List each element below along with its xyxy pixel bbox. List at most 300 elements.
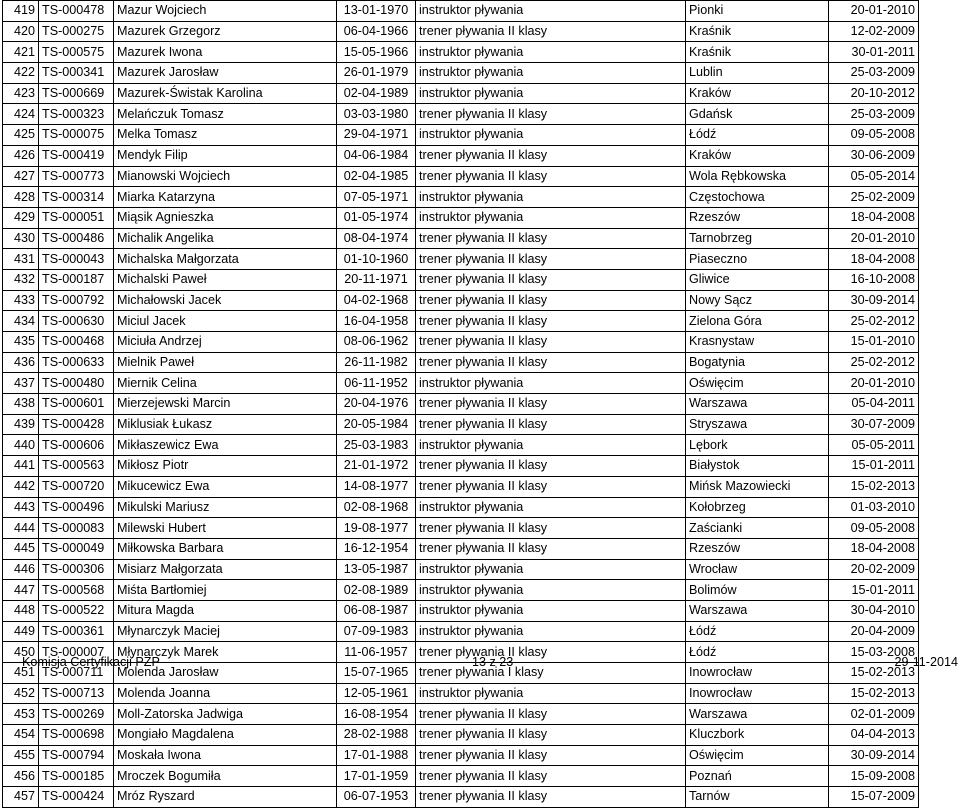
cell-name: Młynarczyk Marek xyxy=(114,642,337,663)
cell-birth-date: 04-06-1984 xyxy=(337,145,416,166)
table-row xyxy=(3,63,919,84)
cell-qualification: trener pływania II klasy xyxy=(416,518,686,539)
cell-city: Piaseczno xyxy=(686,249,829,270)
cell-cert-date: 20-02-2009 xyxy=(829,559,919,580)
cell-qualification: trener pływania II klasy xyxy=(416,642,686,663)
cell-name: Molenda Jarosław xyxy=(114,663,337,684)
cell-birth-date: 13-05-1987 xyxy=(337,559,416,580)
cell-qualification: trener pływania II klasy xyxy=(416,104,686,125)
cell-id: TS-000568 xyxy=(39,580,114,601)
cell-name: Moskała Iwona xyxy=(114,745,337,766)
table-row xyxy=(3,269,919,290)
cell-qualification: trener pływania II klasy xyxy=(416,704,686,725)
table-row xyxy=(3,559,919,580)
cell-number: 452 xyxy=(3,683,39,704)
cell-birth-date: 20-05-1984 xyxy=(337,414,416,435)
cell-cert-date: 15-02-2013 xyxy=(829,683,919,704)
cell-cert-date: 30-09-2014 xyxy=(829,290,919,311)
cell-birth-date: 17-01-1988 xyxy=(337,745,416,766)
cell-city: Rzeszów xyxy=(686,538,829,559)
cell-number: 450 xyxy=(3,642,39,663)
cell-city: Gdańsk xyxy=(686,104,829,125)
cell-qualification: instruktor pływania xyxy=(416,373,686,394)
cell-number: 427 xyxy=(3,166,39,187)
cell-name: Milewski Hubert xyxy=(114,518,337,539)
cell-cert-date: 20-01-2010 xyxy=(829,1,919,22)
cell-name: Mianowski Wojciech xyxy=(114,166,337,187)
cell-id: TS-000424 xyxy=(39,787,114,808)
footer-page-number: 13 z 23 xyxy=(472,655,514,669)
cell-cert-date: 15-03-2008 xyxy=(829,642,919,663)
cell-number: 449 xyxy=(3,621,39,642)
table-row xyxy=(3,21,919,42)
cell-city: Oświęcim xyxy=(686,373,829,394)
cell-id: TS-000275 xyxy=(39,21,114,42)
cell-id: TS-000630 xyxy=(39,311,114,332)
table-row xyxy=(3,166,919,187)
cell-birth-date: 01-10-1960 xyxy=(337,249,416,270)
cell-birth-date: 02-04-1985 xyxy=(337,166,416,187)
cell-number: 422 xyxy=(3,63,39,84)
cell-name: Misiarz Małgorzata xyxy=(114,559,337,580)
cell-cert-date: 30-04-2010 xyxy=(829,600,919,621)
cell-city: Inowrocław xyxy=(686,663,829,684)
table-row xyxy=(3,42,919,63)
table-row xyxy=(3,104,919,125)
cell-qualification: trener pływania II klasy xyxy=(416,332,686,353)
cell-city: Pionki xyxy=(686,1,829,22)
cell-name: Miąsik Agnieszka xyxy=(114,207,337,228)
cell-city: Lębork xyxy=(686,435,829,456)
cell-cert-date: 20-04-2009 xyxy=(829,621,919,642)
cell-name: Michalski Paweł xyxy=(114,269,337,290)
cell-name: Miśta Bartłomiej xyxy=(114,580,337,601)
cell-id: TS-000601 xyxy=(39,394,114,415)
cell-birth-date: 16-08-1954 xyxy=(337,704,416,725)
cell-number: 456 xyxy=(3,766,39,787)
cell-name: Miarka Katarzyna xyxy=(114,187,337,208)
cell-name: Michalik Angelika xyxy=(114,228,337,249)
cell-birth-date: 20-04-1976 xyxy=(337,394,416,415)
cell-cert-date: 16-10-2008 xyxy=(829,269,919,290)
cell-birth-date: 03-03-1980 xyxy=(337,104,416,125)
table-row xyxy=(3,787,919,808)
cell-id: TS-000698 xyxy=(39,725,114,746)
cell-id: TS-000773 xyxy=(39,166,114,187)
cell-id: TS-000496 xyxy=(39,497,114,518)
cell-id: TS-000323 xyxy=(39,104,114,125)
cell-number: 421 xyxy=(3,42,39,63)
cell-city: Wrocław xyxy=(686,559,829,580)
cell-id: TS-000633 xyxy=(39,352,114,373)
cell-qualification: trener pływania I klasy xyxy=(416,663,686,684)
cell-city: Częstochowa xyxy=(686,187,829,208)
cell-number: 455 xyxy=(3,745,39,766)
cell-cert-date: 15-02-2013 xyxy=(829,476,919,497)
cell-cert-date: 05-05-2011 xyxy=(829,435,919,456)
cell-birth-date: 26-11-1982 xyxy=(337,352,416,373)
cell-cert-date: 18-04-2008 xyxy=(829,207,919,228)
table-row xyxy=(3,311,919,332)
cell-number: 430 xyxy=(3,228,39,249)
cell-id: TS-000711 xyxy=(39,663,114,684)
cell-cert-date: 12-02-2009 xyxy=(829,21,919,42)
cell-qualification: trener pływania II klasy xyxy=(416,352,686,373)
cell-cert-date: 20-01-2010 xyxy=(829,373,919,394)
cell-city: Kołobrzeg xyxy=(686,497,829,518)
cell-city: Bogatynia xyxy=(686,352,829,373)
table-row xyxy=(3,332,919,353)
cell-number: 448 xyxy=(3,600,39,621)
table-row xyxy=(3,83,919,104)
cell-name: Mroczek Bogumiła xyxy=(114,766,337,787)
cell-city: Inowrocław xyxy=(686,683,829,704)
cell-number: 454 xyxy=(3,725,39,746)
cell-id: TS-000269 xyxy=(39,704,114,725)
cell-cert-date: 05-05-2014 xyxy=(829,166,919,187)
table-row xyxy=(3,373,919,394)
table-row xyxy=(3,580,919,601)
cell-qualification: trener pływania II klasy xyxy=(416,249,686,270)
cell-cert-date: 30-06-2009 xyxy=(829,145,919,166)
table-row xyxy=(3,414,919,435)
cell-city: Poznań xyxy=(686,766,829,787)
table-row xyxy=(3,228,919,249)
cell-city: Nowy Sącz xyxy=(686,290,829,311)
cell-name: Mikłaszewicz Ewa xyxy=(114,435,337,456)
cell-id: TS-000669 xyxy=(39,83,114,104)
table-row xyxy=(3,704,919,725)
table-row xyxy=(3,600,919,621)
cell-number: 446 xyxy=(3,559,39,580)
cell-number: 445 xyxy=(3,538,39,559)
cell-qualification: trener pływania II klasy xyxy=(416,166,686,187)
cell-name: Mazurek Grzegorz xyxy=(114,21,337,42)
cell-city: Kluczbork xyxy=(686,725,829,746)
cell-birth-date: 26-01-1979 xyxy=(337,63,416,84)
cell-name: Młynarczyk Maciej xyxy=(114,621,337,642)
footer-organization: Komisja Certyfikacji PZP xyxy=(22,655,160,669)
cell-number: 453 xyxy=(3,704,39,725)
cell-birth-date: 25-03-1983 xyxy=(337,435,416,456)
cell-id: TS-000083 xyxy=(39,518,114,539)
cell-cert-date: 15-01-2010 xyxy=(829,332,919,353)
cell-name: Melańczuk Tomasz xyxy=(114,104,337,125)
cell-id: TS-000361 xyxy=(39,621,114,642)
cell-id: TS-000185 xyxy=(39,766,114,787)
cell-name: Miłkowska Barbara xyxy=(114,538,337,559)
cell-cert-date: 20-01-2010 xyxy=(829,228,919,249)
cell-qualification: instruktor pływania xyxy=(416,435,686,456)
cell-cert-date: 25-02-2012 xyxy=(829,352,919,373)
cell-id: TS-000007 xyxy=(39,642,114,663)
cell-birth-date: 28-02-1988 xyxy=(337,725,416,746)
cell-cert-date: 30-09-2014 xyxy=(829,745,919,766)
cell-number: 443 xyxy=(3,497,39,518)
cell-number: 419 xyxy=(3,1,39,22)
cell-city: Tarnobrzeg xyxy=(686,228,829,249)
cell-id: TS-000563 xyxy=(39,456,114,477)
cell-qualification: trener pływania II klasy xyxy=(416,145,686,166)
cell-name: Moll-Zatorska Jadwiga xyxy=(114,704,337,725)
cell-qualification: instruktor pływania xyxy=(416,207,686,228)
cell-name: Mikłosz Piotr xyxy=(114,456,337,477)
cell-id: TS-000606 xyxy=(39,435,114,456)
cell-number: 426 xyxy=(3,145,39,166)
cell-id: TS-000043 xyxy=(39,249,114,270)
cell-birth-date: 17-01-1959 xyxy=(337,766,416,787)
cell-city: Gliwice xyxy=(686,269,829,290)
table-row xyxy=(3,745,919,766)
cell-name: Molenda Joanna xyxy=(114,683,337,704)
cell-name: Mitura Magda xyxy=(114,600,337,621)
table-row xyxy=(3,1,919,22)
cell-name: Miciuła Andrzej xyxy=(114,332,337,353)
cell-id: TS-000713 xyxy=(39,683,114,704)
cell-number: 444 xyxy=(3,518,39,539)
cell-city: Stryszawa xyxy=(686,414,829,435)
cell-id: TS-000306 xyxy=(39,559,114,580)
cell-city: Rzeszów xyxy=(686,207,829,228)
cell-city: Zaścianki xyxy=(686,518,829,539)
cell-name: Mielnik Paweł xyxy=(114,352,337,373)
cell-birth-date: 29-04-1971 xyxy=(337,125,416,146)
cell-city: Warszawa xyxy=(686,704,829,725)
table-row xyxy=(3,497,919,518)
cell-number: 442 xyxy=(3,476,39,497)
cell-qualification: trener pływania II klasy xyxy=(416,414,686,435)
cell-qualification: instruktor pływania xyxy=(416,600,686,621)
cell-cert-date: 15-09-2008 xyxy=(829,766,919,787)
cell-qualification: trener pływania II klasy xyxy=(416,725,686,746)
cell-name: Michałowski Jacek xyxy=(114,290,337,311)
cell-name: Michalska Małgorzata xyxy=(114,249,337,270)
cell-cert-date: 18-04-2008 xyxy=(829,538,919,559)
cell-name: Mongiało Magdalena xyxy=(114,725,337,746)
table-row xyxy=(3,621,919,642)
cell-qualification: trener pływania II klasy xyxy=(416,228,686,249)
cell-name: Mazur Wojciech xyxy=(114,1,337,22)
cell-cert-date: 30-07-2009 xyxy=(829,414,919,435)
cell-birth-date: 06-04-1966 xyxy=(337,21,416,42)
cell-qualification: trener pływania II klasy xyxy=(416,766,686,787)
cell-number: 433 xyxy=(3,290,39,311)
cell-birth-date: 13-01-1970 xyxy=(337,1,416,22)
cell-id: TS-000187 xyxy=(39,269,114,290)
cell-number: 437 xyxy=(3,373,39,394)
cell-qualification: instruktor pływania xyxy=(416,621,686,642)
cell-qualification: trener pływania II klasy xyxy=(416,290,686,311)
cell-city: Kraśnik xyxy=(686,42,829,63)
cell-name: Mikucewicz Ewa xyxy=(114,476,337,497)
cell-city: Kraków xyxy=(686,83,829,104)
cell-name: Miciul Jacek xyxy=(114,311,337,332)
cell-number: 420 xyxy=(3,21,39,42)
cell-birth-date: 11-06-1957 xyxy=(337,642,416,663)
cell-cert-date: 09-05-2008 xyxy=(829,125,919,146)
cell-number: 436 xyxy=(3,352,39,373)
table-row xyxy=(3,683,919,704)
cell-city: Białystok xyxy=(686,456,829,477)
cell-id: TS-000486 xyxy=(39,228,114,249)
cell-birth-date: 14-08-1977 xyxy=(337,476,416,497)
footer-date: 29-11-2014 xyxy=(894,655,958,669)
cell-id: TS-000051 xyxy=(39,207,114,228)
cell-number: 435 xyxy=(3,332,39,353)
table-row xyxy=(3,766,919,787)
cell-birth-date: 20-11-1971 xyxy=(337,269,416,290)
cell-cert-date: 15-02-2013 xyxy=(829,663,919,684)
cell-number: 424 xyxy=(3,104,39,125)
cell-qualification: trener pływania II klasy xyxy=(416,456,686,477)
cell-birth-date: 08-06-1962 xyxy=(337,332,416,353)
cell-number: 429 xyxy=(3,207,39,228)
cell-qualification: instruktor pływania xyxy=(416,125,686,146)
cell-city: Łódź xyxy=(686,125,829,146)
table-row xyxy=(3,394,919,415)
cell-birth-date: 01-05-1974 xyxy=(337,207,416,228)
cell-number: 451 xyxy=(3,663,39,684)
cell-id: TS-000049 xyxy=(39,538,114,559)
cell-birth-date: 04-02-1968 xyxy=(337,290,416,311)
cell-birth-date: 06-07-1953 xyxy=(337,787,416,808)
cell-cert-date: 05-04-2011 xyxy=(829,394,919,415)
table-row xyxy=(3,145,919,166)
cell-birth-date: 12-05-1961 xyxy=(337,683,416,704)
cell-name: Melka Tomasz xyxy=(114,125,337,146)
cell-qualification: trener pływania II klasy xyxy=(416,311,686,332)
cell-city: Mińsk Mazowiecki xyxy=(686,476,829,497)
cell-number: 440 xyxy=(3,435,39,456)
cell-qualification: instruktor pływania xyxy=(416,683,686,704)
cell-qualification: trener pływania II klasy xyxy=(416,787,686,808)
cell-cert-date: 25-02-2012 xyxy=(829,311,919,332)
table-row xyxy=(3,456,919,477)
cell-city: Wola Rębkowska xyxy=(686,166,829,187)
cell-id: TS-000341 xyxy=(39,63,114,84)
cell-city: Oświęcim xyxy=(686,745,829,766)
table-row xyxy=(3,290,919,311)
cell-cert-date: 15-01-2011 xyxy=(829,580,919,601)
cell-number: 434 xyxy=(3,311,39,332)
cell-id: TS-000480 xyxy=(39,373,114,394)
cell-cert-date: 25-03-2009 xyxy=(829,63,919,84)
cell-name: Mazurek Jarosław xyxy=(114,63,337,84)
cell-qualification: instruktor pływania xyxy=(416,63,686,84)
cell-number: 428 xyxy=(3,187,39,208)
cell-id: TS-000314 xyxy=(39,187,114,208)
cell-qualification: instruktor pływania xyxy=(416,187,686,208)
cell-city: Tarnów xyxy=(686,787,829,808)
cell-qualification: instruktor pływania xyxy=(416,42,686,63)
cell-cert-date: 15-01-2011 xyxy=(829,456,919,477)
cell-number: 425 xyxy=(3,125,39,146)
cell-birth-date: 06-08-1987 xyxy=(337,600,416,621)
cell-id: TS-000792 xyxy=(39,290,114,311)
cell-cert-date: 02-01-2009 xyxy=(829,704,919,725)
cell-qualification: trener pływania II klasy xyxy=(416,476,686,497)
cell-birth-date: 08-04-1974 xyxy=(337,228,416,249)
cell-cert-date: 09-05-2008 xyxy=(829,518,919,539)
cell-city: Bolimów xyxy=(686,580,829,601)
cell-id: TS-000794 xyxy=(39,745,114,766)
cell-cert-date: 25-03-2009 xyxy=(829,104,919,125)
cell-qualification: trener pływania II klasy xyxy=(416,269,686,290)
cell-cert-date: 04-04-2013 xyxy=(829,725,919,746)
cell-number: 447 xyxy=(3,580,39,601)
cell-id: TS-000575 xyxy=(39,42,114,63)
cell-city: Łódź xyxy=(686,642,829,663)
table-body xyxy=(3,1,919,808)
cell-name: Mróz Ryszard xyxy=(114,787,337,808)
cell-id: TS-000468 xyxy=(39,332,114,353)
cell-city: Łódź xyxy=(686,621,829,642)
table-row xyxy=(3,125,919,146)
cell-cert-date: 01-03-2010 xyxy=(829,497,919,518)
cell-number: 457 xyxy=(3,787,39,808)
cell-number: 432 xyxy=(3,269,39,290)
table-row xyxy=(3,249,919,270)
cell-name: Mikulski Mariusz xyxy=(114,497,337,518)
table-row xyxy=(3,725,919,746)
cell-qualification: trener pływania II klasy xyxy=(416,21,686,42)
cell-name: Miklusiak Łukasz xyxy=(114,414,337,435)
cell-birth-date: 21-01-1972 xyxy=(337,456,416,477)
cell-city: Warszawa xyxy=(686,394,829,415)
cell-name: Mendyk Filip xyxy=(114,145,337,166)
cell-qualification: instruktor pływania xyxy=(416,83,686,104)
cell-qualification: trener pływania II klasy xyxy=(416,394,686,415)
cell-city: Kraśnik xyxy=(686,21,829,42)
cell-id: TS-000419 xyxy=(39,145,114,166)
cell-cert-date: 25-02-2009 xyxy=(829,187,919,208)
cell-name: Mazurek Iwona xyxy=(114,42,337,63)
cell-birth-date: 19-08-1977 xyxy=(337,518,416,539)
table-row xyxy=(3,187,919,208)
cell-qualification: instruktor pływania xyxy=(416,1,686,22)
cell-birth-date: 16-12-1954 xyxy=(337,538,416,559)
cell-birth-date: 06-11-1952 xyxy=(337,373,416,394)
table-row xyxy=(3,538,919,559)
cell-qualification: trener pływania II klasy xyxy=(416,538,686,559)
cell-birth-date: 02-08-1989 xyxy=(337,580,416,601)
cell-number: 441 xyxy=(3,456,39,477)
cell-name: Mazurek-Świstak Karolina xyxy=(114,83,337,104)
cell-qualification: trener pływania II klasy xyxy=(416,745,686,766)
cell-id: TS-000522 xyxy=(39,600,114,621)
cell-id: TS-000720 xyxy=(39,476,114,497)
table-row xyxy=(3,207,919,228)
cell-cert-date: 30-01-2011 xyxy=(829,42,919,63)
page-footer xyxy=(0,655,960,669)
cell-id: TS-000428 xyxy=(39,414,114,435)
cell-id: TS-000075 xyxy=(39,125,114,146)
certification-table xyxy=(2,0,919,808)
table-row xyxy=(3,435,919,456)
cell-city: Zielona Góra xyxy=(686,311,829,332)
cell-birth-date: 15-07-1965 xyxy=(337,663,416,684)
cell-birth-date: 07-05-1971 xyxy=(337,187,416,208)
table-row xyxy=(3,476,919,497)
cell-birth-date: 16-04-1958 xyxy=(337,311,416,332)
cell-city: Krasnystaw xyxy=(686,332,829,353)
cell-birth-date: 02-04-1989 xyxy=(337,83,416,104)
cell-birth-date: 15-05-1966 xyxy=(337,42,416,63)
cell-number: 423 xyxy=(3,83,39,104)
cell-city: Warszawa xyxy=(686,600,829,621)
cell-qualification: instruktor pływania xyxy=(416,559,686,580)
cell-birth-date: 07-09-1983 xyxy=(337,621,416,642)
